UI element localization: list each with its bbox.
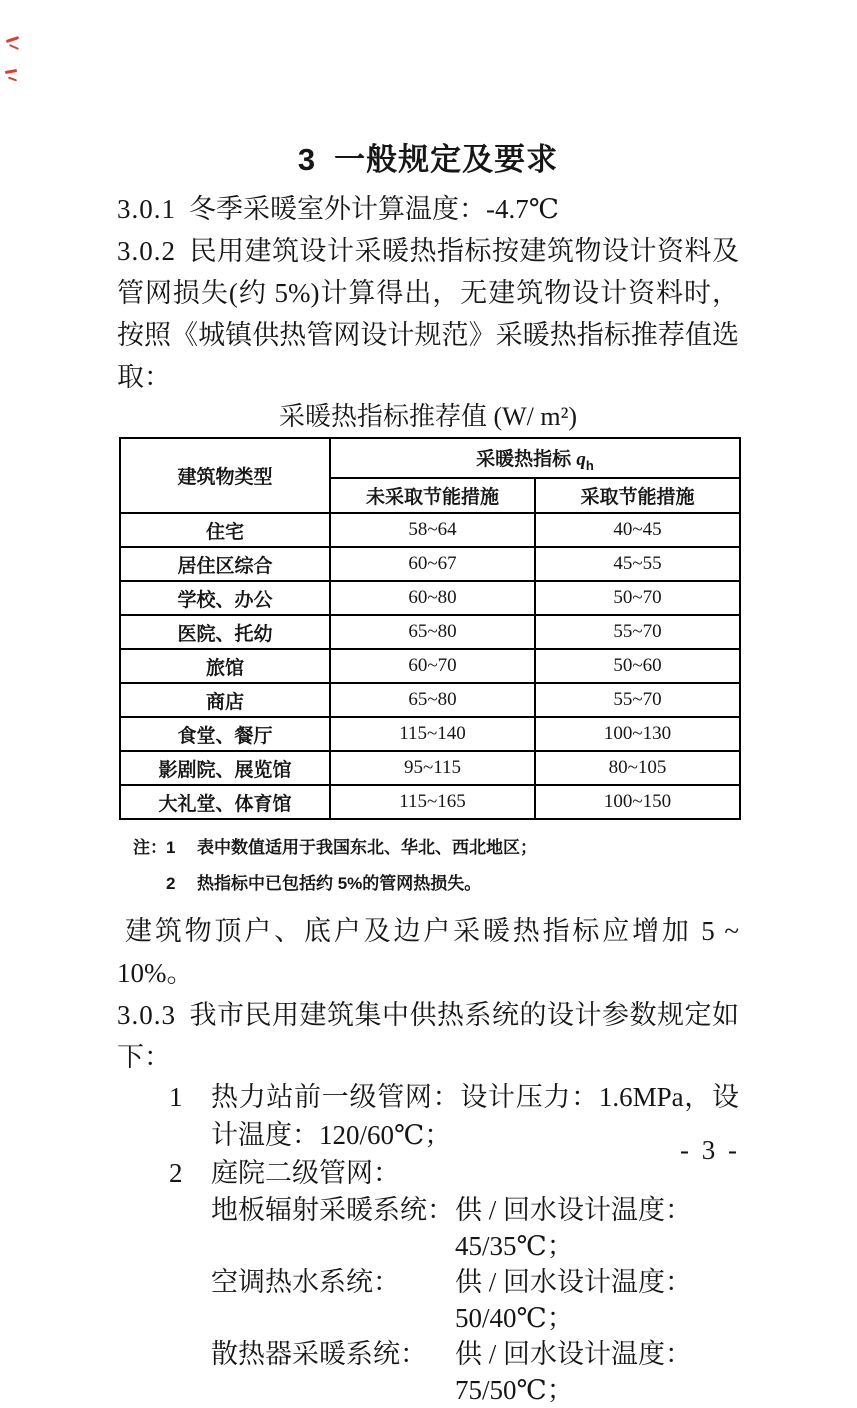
note-number: 1 bbox=[166, 838, 176, 857]
no-measures-cell: 60~67 bbox=[330, 547, 535, 581]
list-item-number: 1 bbox=[169, 1082, 183, 1112]
col-header-heat-index bbox=[330, 438, 740, 478]
note-label: 注： bbox=[133, 838, 167, 857]
table-row bbox=[120, 649, 740, 683]
note-text: 热指标中已包括约 5%的管网热损失。 bbox=[197, 874, 482, 893]
table-header-row-1 bbox=[120, 438, 740, 478]
measures-cell: 45~55 bbox=[535, 547, 740, 581]
system-line-radiator bbox=[211, 1336, 739, 1408]
table-row bbox=[120, 717, 740, 751]
no-measures-cell: 65~80 bbox=[330, 683, 535, 717]
building-type-cell: 住宅 bbox=[120, 513, 330, 547]
page-content bbox=[117, 140, 739, 1408]
building-type-cell: 食堂、餐厅 bbox=[120, 717, 330, 751]
measures-cell: 50~60 bbox=[535, 649, 740, 683]
table-notes bbox=[133, 830, 739, 902]
red-ink-mark bbox=[9, 44, 19, 50]
measures-cell: 80~105 bbox=[535, 751, 740, 785]
list-item-text: 热力站前一级管网：设计压力：1.6MPa，设计温度：120/60℃； bbox=[211, 1082, 739, 1150]
clause-number: 3.0.3 bbox=[117, 1000, 176, 1030]
list-item-number: 2 bbox=[169, 1158, 183, 1188]
col-header-measures: 采取节能措施 bbox=[535, 478, 740, 513]
paragraph-heat-increase: 建筑物顶户、底户及边户采暖热指标应增加 5 ~ 10%。 bbox=[117, 916, 739, 988]
heat-index-table bbox=[119, 437, 741, 820]
red-ink-mark bbox=[8, 77, 17, 82]
page-number: - 3 - bbox=[680, 1135, 740, 1165]
system-label: 地板辐射采暖系统： bbox=[211, 1195, 454, 1225]
table-row bbox=[120, 785, 740, 819]
table-row bbox=[120, 547, 740, 581]
building-type-cell: 旅馆 bbox=[120, 649, 330, 683]
clause-number: 3.0.2 bbox=[117, 236, 176, 266]
clause-text: 冬季采暖室外计算温度：-4.7℃ bbox=[189, 194, 559, 224]
system-line-floor-radiant bbox=[211, 1192, 739, 1264]
design-parameter-list bbox=[117, 1078, 739, 1408]
table-row bbox=[120, 615, 740, 649]
no-measures-cell: 115~165 bbox=[330, 785, 535, 819]
note-spacer bbox=[133, 866, 166, 902]
no-measures-cell: 60~80 bbox=[330, 581, 535, 615]
system-value: 供 / 回水设计温度：50/40℃； bbox=[455, 1267, 693, 1333]
measures-cell: 55~70 bbox=[535, 683, 740, 717]
system-line-ac-hot-water bbox=[211, 1264, 739, 1336]
building-type-cell: 影剧院、展览馆 bbox=[120, 751, 330, 785]
clause-text: 我市民用建筑集中供热系统的设计参数规定如下： bbox=[117, 1000, 739, 1072]
measures-cell: 100~130 bbox=[535, 717, 740, 751]
table-caption: 采暖热指标推荐值 (W/ m²) bbox=[278, 402, 578, 431]
list-item-primary-network bbox=[117, 1078, 739, 1154]
note-text: 表中数值适用于我国东北、华北、西北地区； bbox=[197, 838, 537, 857]
col-header-no-measures: 未采取节能措施 bbox=[330, 478, 535, 513]
system-value: 供 / 回水设计温度：75/50℃； bbox=[455, 1339, 693, 1405]
building-type-cell: 学校、办公 bbox=[120, 581, 330, 615]
measures-cell: 55~70 bbox=[535, 615, 740, 649]
no-measures-cell: 58~64 bbox=[330, 513, 535, 547]
measures-cell: 100~150 bbox=[535, 785, 740, 819]
note-number: 2 bbox=[166, 874, 176, 893]
building-type-cell: 医院、托幼 bbox=[120, 615, 330, 649]
heat-index-label: 采暖热指标 bbox=[476, 448, 577, 470]
table-row bbox=[120, 683, 740, 717]
measures-cell: 40~45 bbox=[535, 513, 740, 547]
red-ink-mark bbox=[5, 69, 17, 74]
building-type-cell: 大礼堂、体育馆 bbox=[120, 785, 330, 819]
note-2 bbox=[133, 866, 739, 902]
section-title-text: 一般规定及要求 bbox=[334, 142, 559, 177]
no-measures-cell: 95~115 bbox=[330, 751, 535, 785]
clause-3-0-3 bbox=[117, 994, 739, 1078]
no-measures-cell: 115~140 bbox=[330, 717, 535, 751]
red-ink-mark bbox=[6, 36, 19, 43]
clause-text: 民用建筑设计采暖热指标按建筑物设计资料及管网损失(约 5%)计算得出，无建筑物设计资料时，按照《城镇供热管网设计规范》采暖热指标推荐值选取： bbox=[117, 236, 739, 392]
q-variable: q bbox=[576, 448, 586, 470]
no-measures-cell: 60~70 bbox=[330, 649, 535, 683]
system-label: 空调热水系统： bbox=[211, 1267, 400, 1297]
clause-3-0-2 bbox=[117, 230, 739, 398]
building-type-cell: 商店 bbox=[120, 683, 330, 717]
system-label: 散热器采暖系统： bbox=[211, 1339, 427, 1369]
list-item-text: 庭院二级管网： bbox=[211, 1158, 400, 1188]
clause-number: 3.0.1 bbox=[117, 194, 176, 224]
col-header-building-type: 建筑物类型 bbox=[120, 438, 330, 513]
page-title bbox=[117, 140, 739, 180]
measures-cell: 50~70 bbox=[535, 581, 740, 615]
q-subscript: h bbox=[585, 457, 594, 473]
table-row bbox=[120, 581, 740, 615]
table-row bbox=[120, 751, 740, 785]
no-measures-cell: 65~80 bbox=[330, 615, 535, 649]
clause-3-0-1 bbox=[117, 188, 739, 230]
list-item-secondary-network bbox=[117, 1154, 739, 1192]
note-1 bbox=[133, 830, 739, 866]
system-value: 供 / 回水设计温度：45/35℃； bbox=[455, 1195, 693, 1261]
table-row bbox=[120, 513, 740, 547]
section-number: 3 bbox=[297, 142, 317, 177]
building-type-cell: 居住区综合 bbox=[120, 547, 330, 581]
